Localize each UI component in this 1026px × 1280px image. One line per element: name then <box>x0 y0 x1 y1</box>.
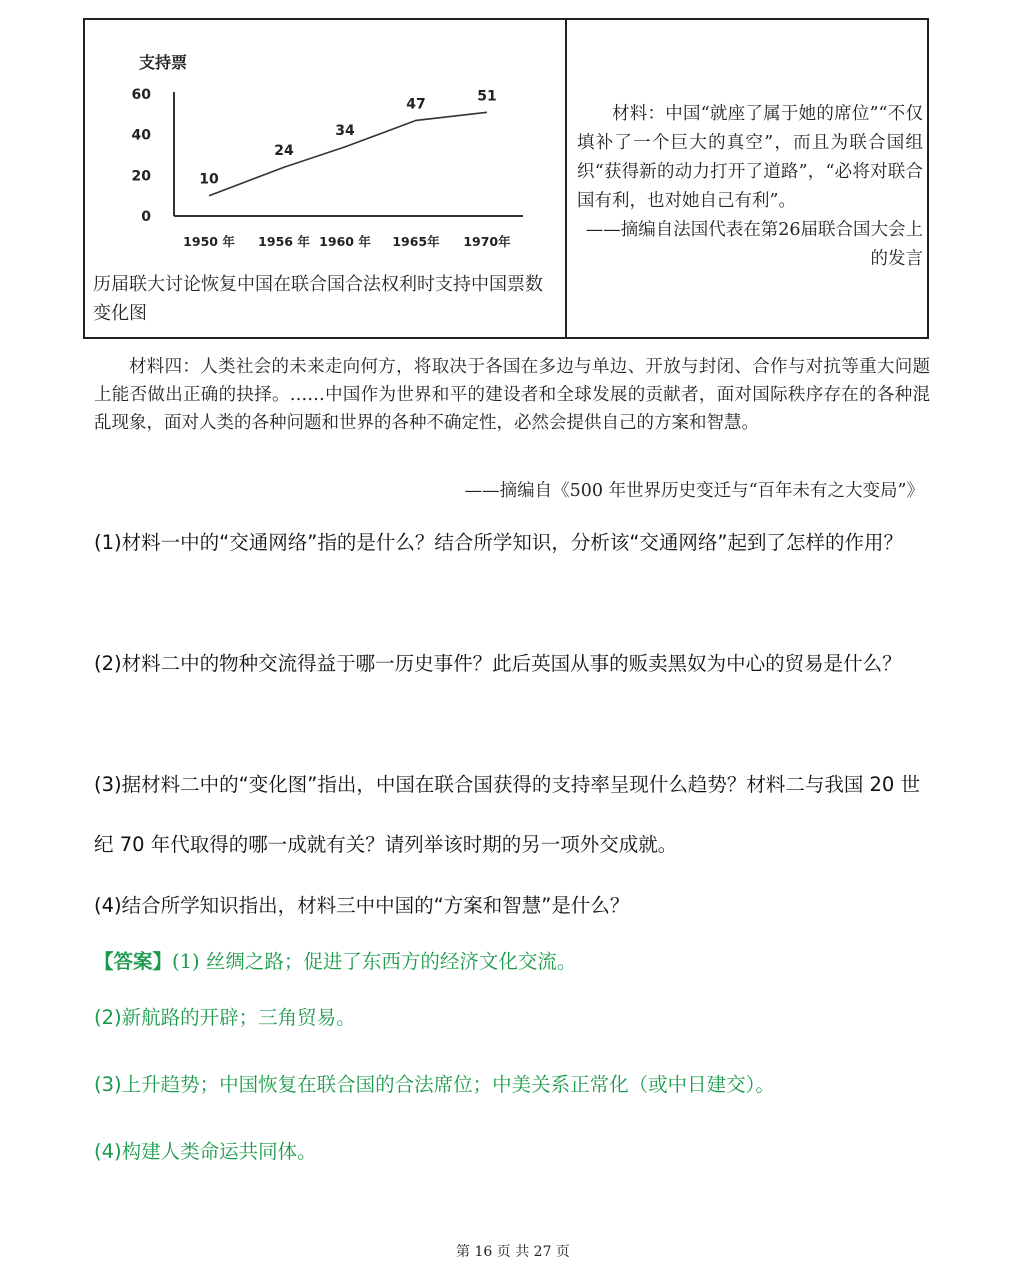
x-tick-label: 1956 年 <box>258 234 310 249</box>
data-label: 34 <box>335 122 355 139</box>
page-footer: 第 16 页 共 27 页 <box>456 1244 570 1260</box>
un-material-text: 材料：中国“就座了属于她的席位”“不仅填补了一个巨大的真空”，而且为联合国组织“获得新的动力打开了道路”，“必将对联合国有利，也对她自己有利”。 <box>577 104 923 211</box>
answer-1 <box>94 946 932 974</box>
material-four-text: 材料四：人类社会的未来走向何方，将取决于各国在多边与单边、开放与封闭、合作与对抗等重大问题上能否做出正确的抉择。……中国作为世界和平的建设者和全球发展的贡献者，面对国际秩序存在的各种混乱现象，面对人类的各种问题和世界的各种不确定性，必然会提供自己的方案和智慧。 <box>94 357 930 433</box>
answer-3: (3)上升趋势；中国恢复在联合国的合法席位；中美关系正常化（或中日建交）。 <box>94 1073 775 1096</box>
y-axis-label: 支持票 <box>139 53 188 72</box>
chart-caption: 历届联大讨论恢复中国在联合国合法权利时支持中国票数变化图 <box>93 274 543 324</box>
answer-2: (2)新航路的开辟；三角贸易。 <box>94 1006 356 1029</box>
material-table <box>83 18 929 339</box>
y-tick-label: 60 <box>131 87 151 103</box>
x-tick-label: 1960 年 <box>319 234 371 249</box>
un-material-cell <box>577 100 923 274</box>
data-label: 51 <box>477 88 497 105</box>
question-3: (3)据材料二中的“变化图”指出，中国在联合国获得的支持率呈现什么趋势？材料二与我国 20 世纪 70 年代取得的哪一成就有关？请列举该时期的另一项外交成就。 <box>94 773 921 856</box>
question-1: (1)材料一中的“交通网络”指的是什么？结合所学知识，分析该“交通网络”起到了怎样的作用？ <box>94 531 904 554</box>
data-label: 24 <box>274 143 294 160</box>
x-tick-label: 1950 年 <box>183 234 235 249</box>
material-four-source: ——摘编自《500 年世界历史变迁与“百年未有之大变局”》 <box>464 481 924 501</box>
data-label: 47 <box>406 96 426 113</box>
x-tick-label: 1970年 <box>463 234 511 249</box>
answer-4: (4)构建人类命运共同体。 <box>94 1140 317 1163</box>
y-tick-label: 40 <box>131 127 151 144</box>
data-label: 10 <box>199 171 219 188</box>
question-2: (2)材料二中的物种交流得益于哪一历史事件？此后英国从事的贩卖黑奴为中心的贸易是什么？ <box>94 652 902 675</box>
un-material-source: ——摘编自法国代表在第26届联合国大会上的发言 <box>585 220 923 269</box>
vote-line-chart <box>85 20 565 270</box>
answer-1-text: (1) 丝绸之路；促进了东西方的经济文化交流。 <box>172 950 577 973</box>
x-tick-label: 1965年 <box>392 234 440 249</box>
question-4: (4)结合所学知识指出，材料三中中国的“方案和智慧”是什么？ <box>94 894 630 917</box>
y-tick-label: 20 <box>131 168 151 185</box>
table-divider <box>565 20 567 337</box>
answer-tag: 【答案】 <box>94 950 173 973</box>
y-tick-label: 0 <box>141 209 151 225</box>
